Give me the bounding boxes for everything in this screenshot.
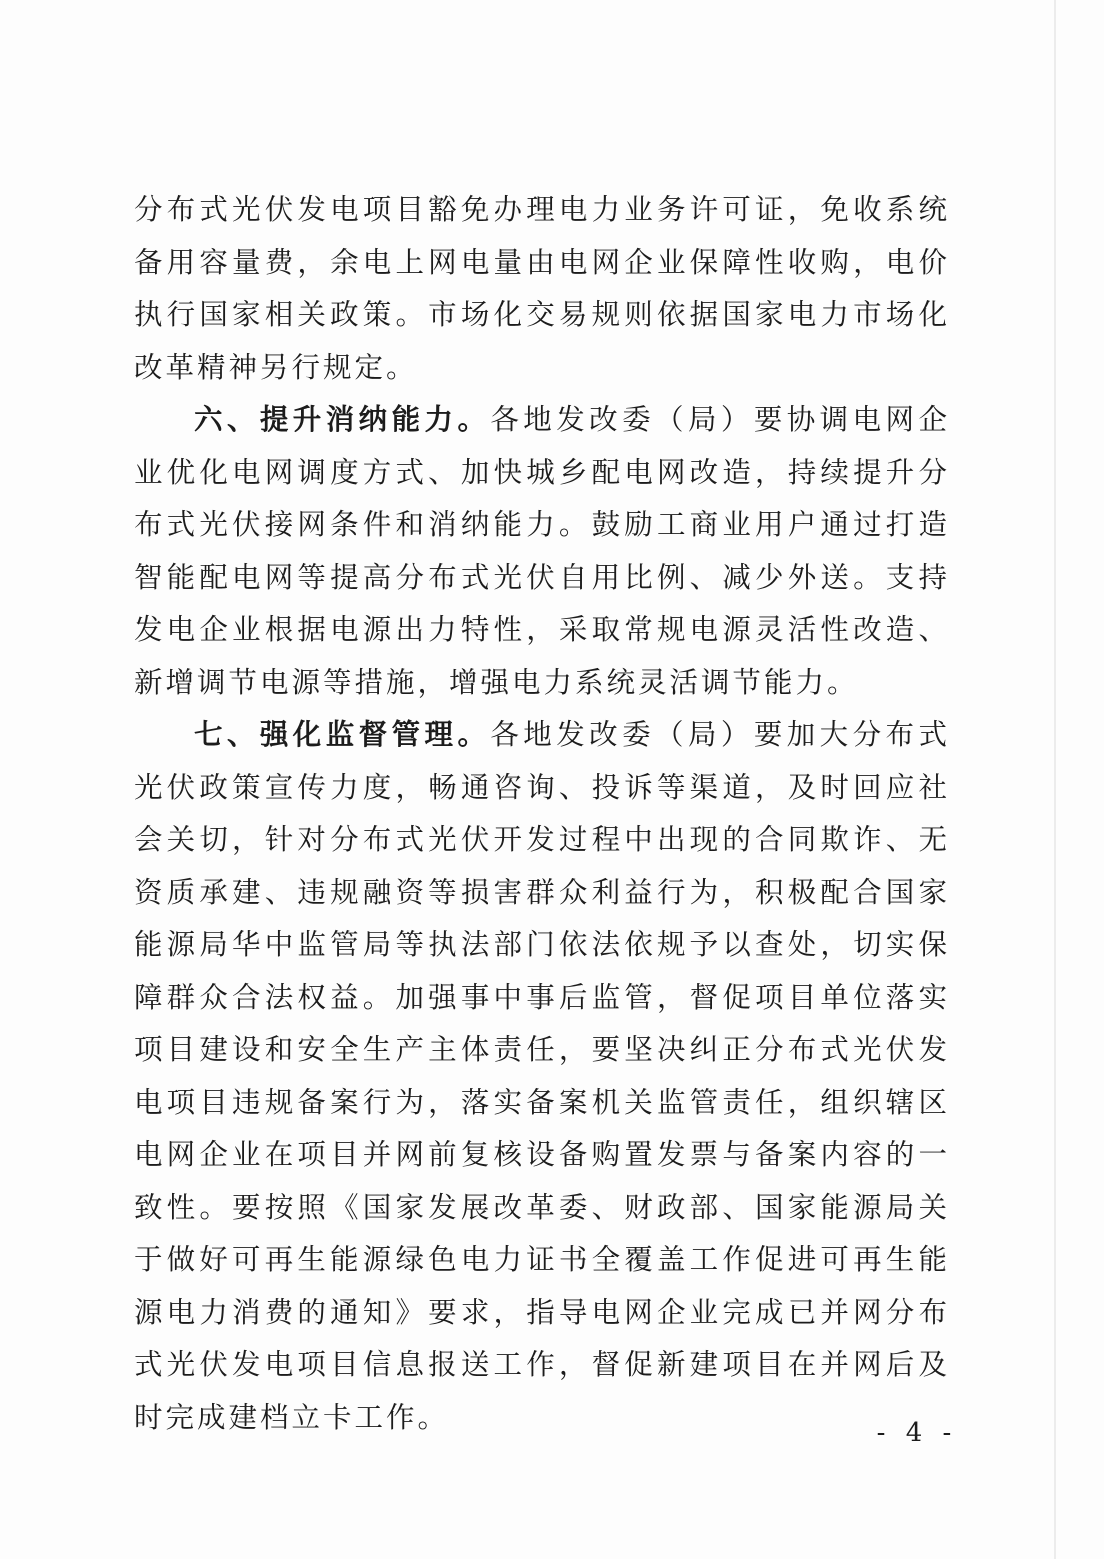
- paragraph-text: 各地发改委（局）要加大分布式光伏政策宣传力度，畅通咨询、投诉等渠道，及时回应社会关切，针对分布式光伏开发过程中出现的合同欺诈、无资质承建、违规融资等损害群众利益行为，积极配合国家能源局华中监管局等执法部门依法依规予以查处，切实保障群众合法权益。加强事中事后监管，督促项目单位落实项目建设和安全生产主体责任，要坚决纠正分布式光伏发电项目违规备案行为，落实备案机关监管责任，组织辖区电网企业在项目并网前复核设备购置发票与备案内容的一致性。要按照《国家发展改革委、财政部、国家能源局关于做好可再生能源绿色电力证书全覆盖工作促进可再生能源电力消费的通知》要求，指导电网企业完成已并网分布式光伏发电项目信息报送工作，督促新建项目在并网后及时完成建档立卡工作。: [134, 718, 950, 1434]
- paragraph-text: 分布式光伏发电项目豁免办理电力业务许可证，免收系统备用容量费，余电上网电量由电网企业保障性收购，电价执行国家相关政策。市场化交易规则依据国家电力市场化改革精神另行规定。: [134, 193, 950, 384]
- section-heading: 七、强化监督管理。: [194, 718, 491, 751]
- paragraph-section-7: [134, 709, 950, 1444]
- section-heading: 六、提升消纳能力。: [194, 403, 491, 436]
- page-edge-shadow: [1054, 0, 1056, 1559]
- paragraph-section-6: [134, 394, 950, 709]
- paragraph-text: 各地发改委（局）要协调电网企业优化电网调度方式、加快城乡配电网改造，持续提升分布式光伏接网条件和消纳能力。鼓励工商业用户通过打造智能配电网等提高分布式光伏自用比例、减少外送。支持发电企业根据电源出力特性，采取常规电源灵活性改造、新增调节电源等措施，增强电力系统灵活调节能力。: [134, 403, 950, 699]
- document-body: [134, 184, 950, 1444]
- paragraph-continuation: [134, 184, 950, 394]
- page-number: - 4 -: [876, 1418, 958, 1448]
